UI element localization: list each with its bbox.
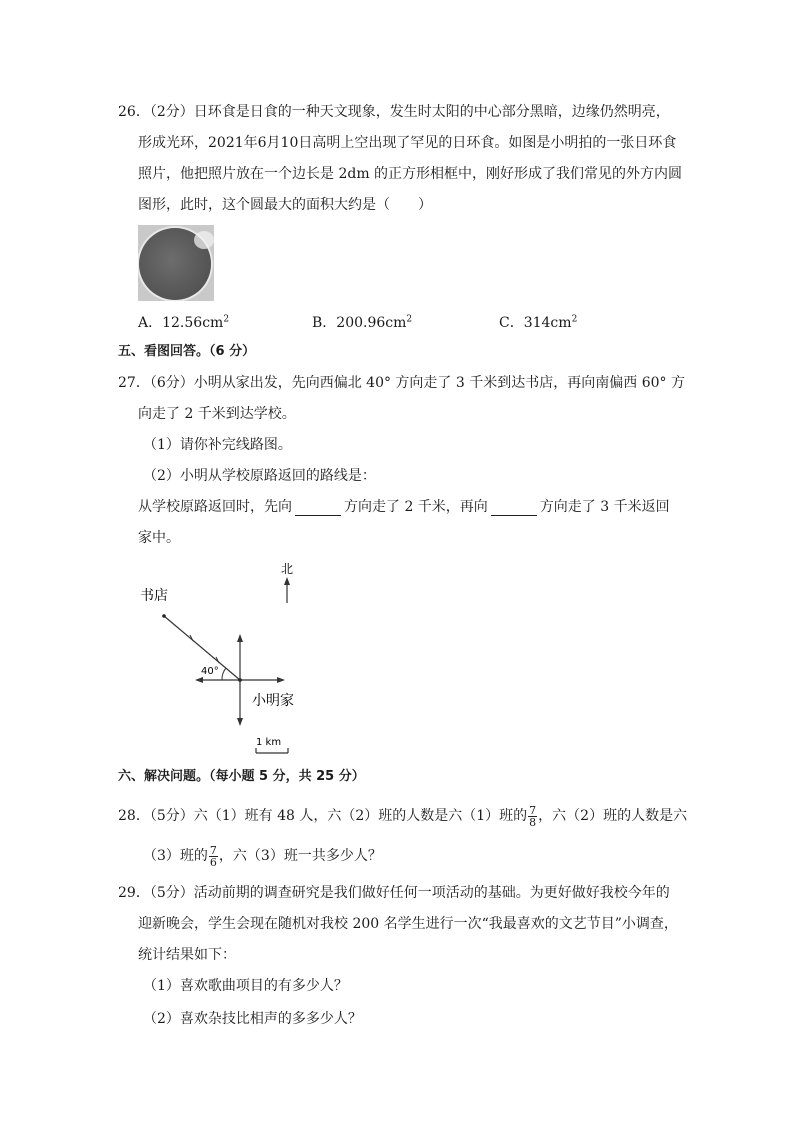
fill-text-b: 方向走了 2 千米，再向 (344, 499, 488, 515)
scale-label: 1 km (256, 737, 282, 748)
q28-line-1 (118, 803, 687, 829)
axis-arrow-right-icon (277, 677, 285, 683)
route-diagram (130, 555, 320, 760)
section-6-heading: 六、解决问题。（每小题 5 分，共 25 分） (118, 769, 365, 784)
q29-sub-1: （1）喜欢歌曲项目的有多少人？ (143, 978, 348, 994)
q28-text-b: ，六（2）班的人数是六 (538, 808, 688, 824)
axis-arrow-down-icon (237, 718, 243, 726)
q28-text-d: ，六（3）班一共多少人？ (218, 848, 382, 864)
fraction-denominator: 6 (209, 855, 217, 869)
fraction-7-6 (209, 845, 218, 868)
q26-line-2: 形成光环，2021年6月10日高明上空出现了罕见的日环食。如图是小明拍的一张日环食 (138, 135, 677, 151)
q27-sub-1: （1）请你补完线路图。 (143, 437, 292, 453)
q27-line-2: 向走了 2 千米到达学校。 (138, 406, 296, 422)
fill-text-a: 从学校原路返回时，先向 (138, 499, 292, 515)
option-b[interactable]: B．$200.96cm^2$ (312, 314, 413, 331)
angle-arc (222, 668, 226, 680)
q28-text-c: （3）班的 (143, 848, 208, 864)
axis-arrow-left-icon (195, 677, 203, 683)
annular-eclipse-photo (138, 225, 214, 301)
q27-sub-2: （2）小明从学校原路返回的路线是： (143, 468, 376, 484)
q27-fill-end: 家中。 (138, 530, 180, 546)
fraction-numerator: 7 (209, 843, 217, 857)
answer-blank-2[interactable] (491, 501, 537, 516)
fraction-numerator: 7 (529, 803, 537, 817)
angle-label: 40° (201, 666, 219, 677)
option-a[interactable]: A．$12.56cm^2$ (138, 314, 230, 331)
q29-line-3: 统计结果如下： (138, 947, 236, 963)
fill-text-c: 方向走了 3 千米返回 (539, 499, 670, 515)
section-5-heading: 五、看图回答。（6 分） (118, 344, 256, 359)
q29-line-2: 迎新晚会，学生会现在随机对我校 200 名学生进行一次“我最喜欢的文艺节目”小调查， (138, 916, 678, 932)
answer-blank-1[interactable] (295, 501, 341, 516)
q27-line-1: 27．（6分）小明从家出发，先向西偏北 40° 方向走了 3 千米到达书店，再向南偏西 60° 方 (118, 375, 685, 391)
q26-line-3: 照片，他把照片放在一个边长是 2dm 的正方形相框中，刚好形成了我们常见的外方内圆 (138, 166, 683, 182)
option-c[interactable]: C．$314cm^2$ (499, 314, 578, 331)
bookstore-point (162, 614, 166, 618)
axis-arrow-up-icon (237, 634, 243, 642)
home-point (238, 678, 242, 682)
q27-fill-line (138, 498, 670, 516)
bookstore-label: 书店 (140, 588, 168, 604)
eclipse-glow (194, 231, 214, 249)
north-label: 北 (280, 562, 294, 576)
home-label: 小明家 (252, 693, 294, 709)
q26-line-1: 26．（2分）日环食是日食的一种天文现象，发生时太阳的中心部分黑暗，边缘仍然明亮， (118, 104, 670, 120)
q26-line-4: 图形，此时，这个圆最大的面积大约是（ ） (138, 197, 432, 213)
fraction-7-8 (528, 805, 537, 828)
q29-line-1: 29．（5分）活动前期的调查研究是我们做好任何一项活动的基础。为更好做好我校今年的 (118, 885, 670, 901)
north-arrow-icon (284, 577, 290, 585)
fraction-denominator: 8 (529, 815, 537, 829)
q28-text-a: 28．（5分）六（1）班有 48 人，六（2）班的人数是六（1）班的 (118, 808, 528, 824)
q28-line-2 (143, 843, 382, 869)
q29-sub-2: （2）喜欢杂技比相声的多多少人？ (143, 1011, 362, 1027)
